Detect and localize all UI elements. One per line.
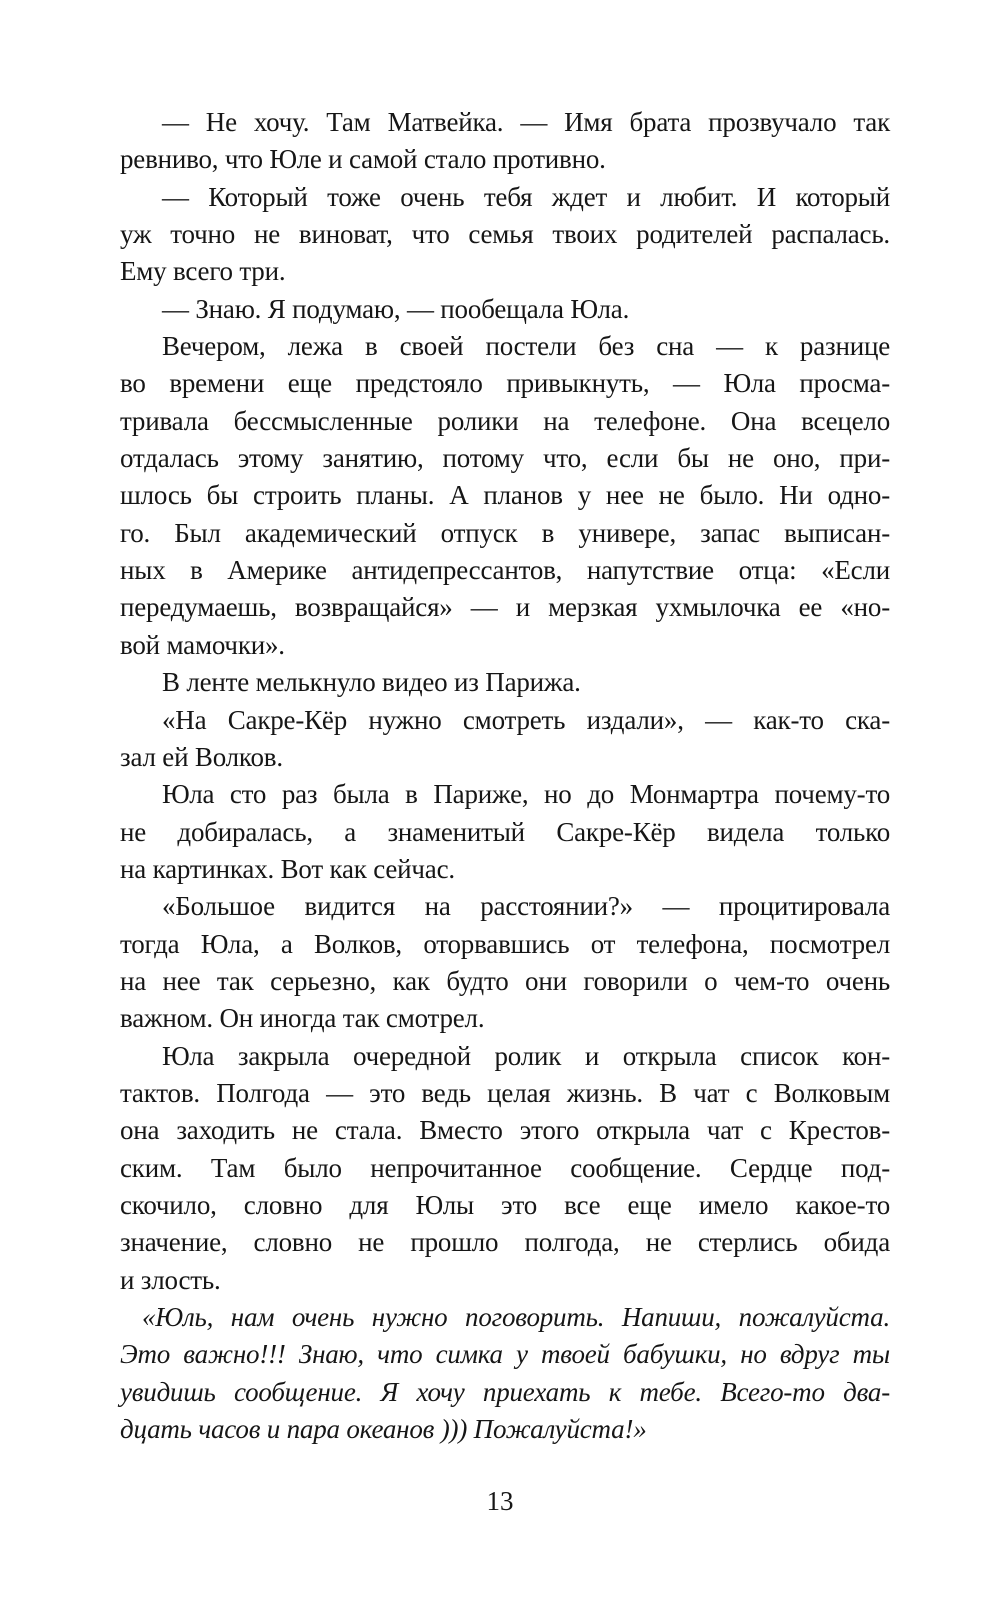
paragraph xyxy=(120,702,890,777)
text-line: В ленте мелькнуло видео из Парижа. xyxy=(162,667,581,698)
paragraph xyxy=(120,776,890,888)
text-line: тривала бессмысленные ролики на телефоне. Она всецело xyxy=(120,405,890,436)
text-line: скочило, словно для Юлы это все еще имело какое-то xyxy=(120,1189,890,1220)
text-line: ных в Америке антидепрессантов, напутствие отца: «Если xyxy=(120,555,890,586)
text-line: го. Был академический отпуск в универе, запас выписан- xyxy=(120,517,890,548)
paragraph xyxy=(120,1299,890,1448)
text-line: во времени еще предстояло привыкнуть, — Юла просма- xyxy=(120,368,890,399)
text-line: — Который тоже очень тебя ждет и любит. И который xyxy=(162,181,890,212)
text-line: она заходить не стала. Вместо этого открыла чат с Крестов- xyxy=(120,1115,890,1146)
text-line: «На Сакре-Кёр нужно смотреть издали», — как-то ска- xyxy=(162,704,890,735)
paragraph xyxy=(120,291,890,328)
text-line: дцать часов и пара океанов ))) Пожалуйста!» xyxy=(120,1414,647,1445)
text-line: зал ей Волков. xyxy=(120,741,283,772)
text-line: шлось бы строить планы. А планов у нее не было. Ни одно- xyxy=(120,480,890,511)
text-line: — Знаю. Я подумаю, — пообещала Юла. xyxy=(162,293,630,324)
text-line: тогда Юла, а Волков, оторвавшись от телефона, посмотрел xyxy=(120,928,890,959)
paragraph xyxy=(120,664,890,701)
text-line: вой мамочки». xyxy=(120,629,285,660)
text-line: Юла сто раз была в Париже, но до Монмартра почему-то xyxy=(162,779,890,810)
text-line: не добиралась, а знаменитый Сакре-Кёр видела только xyxy=(120,816,890,847)
paragraph xyxy=(120,1038,890,1299)
text-line: ревниво, что Юле и самой стало противно. xyxy=(120,144,606,175)
paragraph xyxy=(120,888,890,1037)
text-line: «Большое видится на расстоянии?» — процитировала xyxy=(162,891,890,922)
text-line: тактов. Полгода — это ведь целая жизнь. В чат с Волковым xyxy=(120,1077,890,1108)
page-number: 13 xyxy=(486,1486,514,1516)
text-line: на картинках. Вот как сейчас. xyxy=(120,853,455,884)
text-line: передумаешь, возвращайся» — и мерзкая ухмылочка ее «но- xyxy=(120,592,890,623)
text-line: увидишь сообщение. Я хочу приехать к тебе. Всего-то два- xyxy=(120,1376,890,1407)
text-line: — Не хочу. Там Матвейка. — Имя брата прозвучало так xyxy=(162,107,890,137)
text-line: Вечером, лежа в своей постели без сна — к разнице xyxy=(162,331,890,362)
paragraph xyxy=(120,328,890,664)
text-line: уж точно не виноват, что семья твоих родителей распалась. xyxy=(120,219,890,250)
paragraph xyxy=(120,104,890,179)
text-line: отдалась этому занятию, потому что, если бы не оно, при- xyxy=(120,443,890,474)
text-line: ским. Там было непрочитанное сообщение. Сердце под- xyxy=(120,1152,890,1183)
text-line: важном. Он иногда так смотрел. xyxy=(120,1003,485,1034)
text-line: Юла закрыла очередной ролик и открыла список кон- xyxy=(162,1040,890,1071)
text-line: «Юль, нам очень нужно поговорить. Напиши, пожалуйста. xyxy=(142,1302,890,1332)
text-line: значение, словно не прошло полгода, не стерлись обида xyxy=(120,1227,890,1258)
text-line: и злость. xyxy=(120,1264,221,1295)
text-line: Ему всего три. xyxy=(120,256,286,287)
text-block xyxy=(120,104,890,1448)
text-line: на нее так серьезно, как будто они говорили о чем-то очень xyxy=(120,965,890,996)
text-line: Это важно!!! Знаю, что симка у твоей бабушки, но вдруг ты xyxy=(120,1339,890,1370)
paragraph xyxy=(120,179,890,291)
